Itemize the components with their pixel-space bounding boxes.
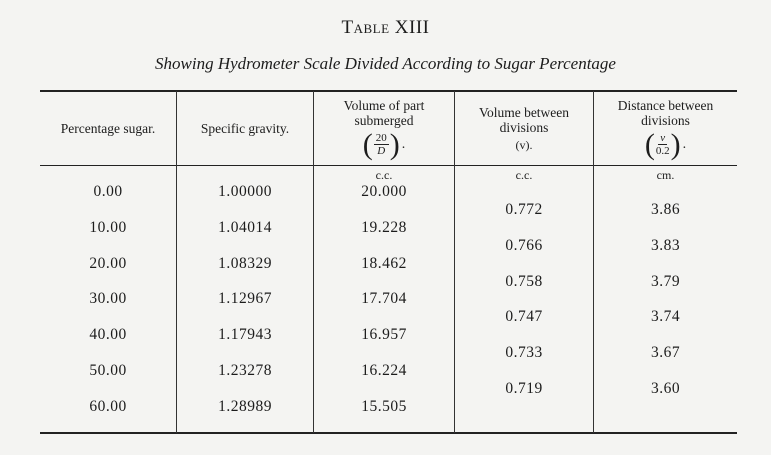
cell-volume-between: 0.766 bbox=[505, 237, 543, 254]
cell-volume: 16.957 bbox=[361, 326, 407, 343]
cell-volume-between: 0.772 bbox=[505, 201, 543, 218]
formula-numerator: v bbox=[660, 132, 666, 144]
cell-sugar: 40.00 bbox=[89, 326, 127, 343]
cell-gravity: 1.12967 bbox=[218, 290, 272, 307]
formula-denominator: 0.2 bbox=[655, 145, 670, 157]
cell-volume: 15.505 bbox=[361, 398, 407, 415]
cell-gravity: 1.28989 bbox=[218, 398, 272, 415]
cell-sugar: 0.00 bbox=[93, 183, 123, 200]
unit-label: c.c. bbox=[515, 168, 533, 182]
formula-denominator: D bbox=[377, 145, 386, 157]
header-label: Distance between divisions bbox=[617, 97, 714, 128]
cell-gravity: 1.00000 bbox=[218, 183, 272, 200]
cell-volume-between: 0.747 bbox=[505, 308, 543, 325]
cell-gravity: 1.08329 bbox=[218, 255, 272, 272]
header-specific-gravity bbox=[177, 92, 313, 165]
header-rule bbox=[40, 165, 737, 166]
cell-gravity: 1.17943 bbox=[218, 326, 272, 343]
table-subtitle: Showing Hydrometer Scale Divided According to Sugar Percentage bbox=[155, 54, 616, 73]
cell-distance: 3.74 bbox=[650, 308, 681, 325]
cell-distance: 3.67 bbox=[650, 344, 681, 361]
cell-volume: 19.228 bbox=[361, 219, 407, 236]
cell-volume-between: 0.758 bbox=[505, 273, 543, 290]
cell-sugar: 60.00 bbox=[89, 398, 127, 415]
formula-20-over-d: ( $\frac{20}{D}$ ) . bbox=[362, 127, 406, 161]
header-label: Specific gravity. bbox=[200, 121, 290, 136]
cell-distance: 3.83 bbox=[650, 237, 681, 254]
cell-volume: 20.000 bbox=[361, 183, 407, 200]
table-title: Table XIII bbox=[341, 17, 430, 38]
cell-sugar: 20.00 bbox=[89, 255, 127, 272]
cell-sugar: 10.00 bbox=[89, 219, 127, 236]
cell-distance: 3.60 bbox=[650, 380, 681, 397]
unit-label: c.c. bbox=[375, 168, 393, 182]
cell-volume-between: 0.719 bbox=[505, 380, 543, 397]
header-volume-submerged bbox=[314, 92, 454, 165]
cell-sugar: 50.00 bbox=[89, 362, 127, 379]
header-distance-between bbox=[594, 92, 737, 165]
cell-gravity: 1.04014 bbox=[218, 219, 272, 236]
unit-label: cm. bbox=[656, 168, 675, 182]
header-volume-between bbox=[455, 92, 593, 165]
header-label: Volume of part submerged bbox=[343, 97, 425, 128]
formula-v-over-0-2: ( $\frac{v}{0.2}$ ) . bbox=[644, 127, 687, 161]
cell-sugar: 30.00 bbox=[89, 290, 127, 307]
bottom-rule bbox=[40, 432, 737, 434]
header-percentage-sugar bbox=[40, 92, 176, 165]
cell-volume: 18.462 bbox=[361, 255, 407, 272]
formula-numerator: 20 bbox=[375, 132, 387, 144]
cell-gravity: 1.23278 bbox=[218, 362, 272, 379]
cell-distance: 3.86 bbox=[650, 201, 681, 218]
cell-volume-between: 0.733 bbox=[505, 344, 543, 361]
cell-distance: 3.79 bbox=[650, 273, 681, 290]
header-sublabel: (v). bbox=[515, 137, 533, 152]
cell-volume: 17.704 bbox=[361, 290, 407, 307]
cell-volume: 16.224 bbox=[361, 362, 407, 379]
header-label: Percentage sugar. bbox=[60, 121, 156, 136]
header-label: Volume between divisions bbox=[478, 104, 570, 135]
